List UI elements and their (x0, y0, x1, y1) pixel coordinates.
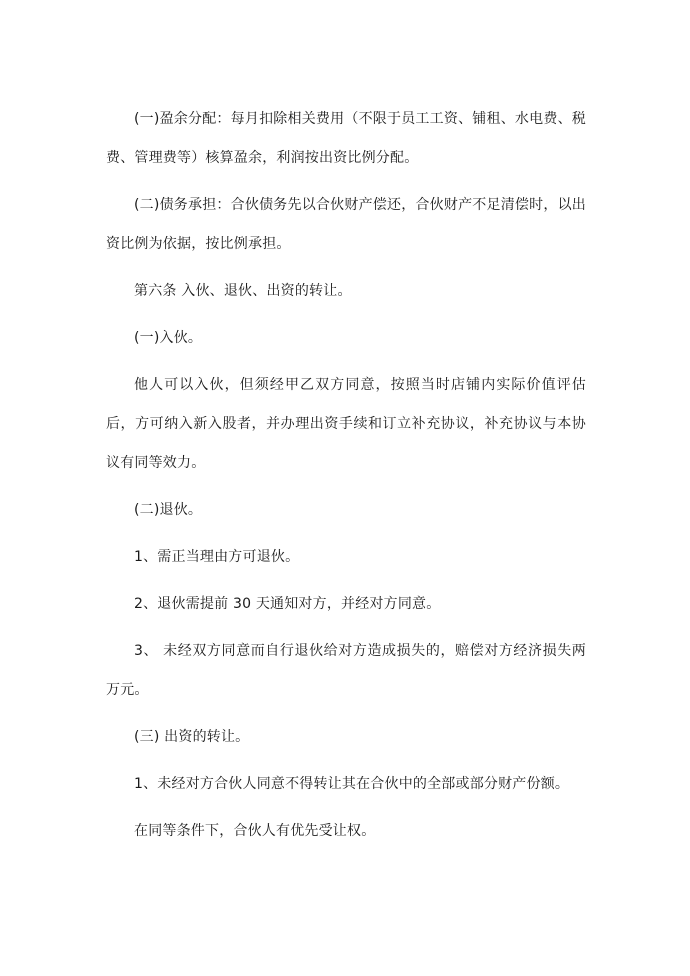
section-joining-heading: (一)入伙。 (134, 330, 203, 346)
section-withdrawal-heading: (二)退伙。 (134, 502, 203, 518)
transfer-item-1: 1、未经对方合伙人同意不得转让其在合伙中的全部或部分财产份额。 (134, 776, 570, 792)
paragraph-surplus-distribution: (一)盈余分配：每月扣除相关费用（不限于员工工资、铺租、水电费、税费、管理费等）核算盈余，利润按出资比例分配。 (106, 111, 586, 166)
paragraph-debt-liability: (二)债务承担：合伙债务先以合伙财产偿还，合伙财产不足清偿时，以出资比例为依据，按比例承担。 (106, 197, 586, 252)
paragraph-joining: 他人可以入伙，但须经甲乙双方同意，按照当时店铺内实际价值评估后，方可纳入新入股者，并办理出资手续和订立补充协议，补充协议与本协议有同等效力。 (106, 377, 586, 471)
withdrawal-item-3: 3、 未经双方同意而自行退伙给对方造成损失的，赔偿对方经济损失两万元。 (106, 643, 586, 698)
withdrawal-item-1: 1、需正当理由方可退伙。 (134, 549, 300, 565)
paragraph-preemptive-right: 在同等条件下，合伙人有优先受让权。 (134, 823, 376, 839)
document-body (106, 100, 586, 851)
section-transfer-heading: (三) 出资的转让。 (134, 729, 250, 745)
withdrawal-item-2: 2、退伙需提前 30 天通知对方，并经对方同意。 (134, 596, 441, 612)
article-six-heading: 第六条 入伙、退伙、出资的转让。 (134, 283, 352, 299)
